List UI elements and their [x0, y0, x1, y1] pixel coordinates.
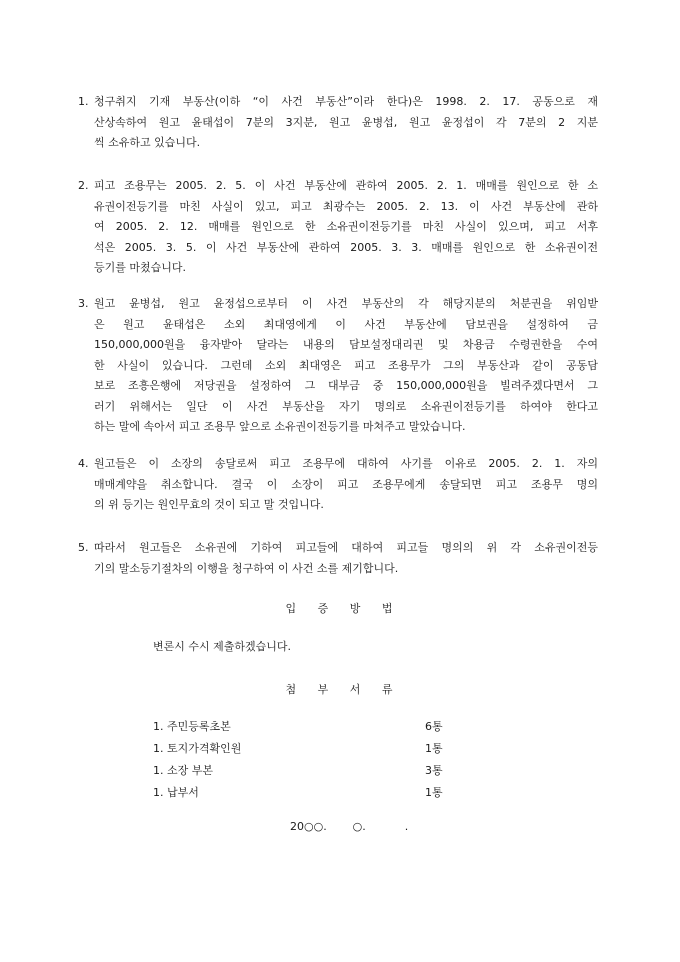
paragraph-line: 은 원고 윤태섭은 소외 최대영에게 이 사건 부동산에 담보권을 설정하여 금 — [94, 317, 598, 331]
attachment-row — [153, 760, 453, 782]
paragraph-line: 하는 말에 속아서 피고 조용무 앞으로 소유권이전등기를 마쳐주고 말았습니다. — [94, 420, 466, 433]
paragraph-3 — [78, 294, 598, 438]
attachment-count: 1통 — [425, 742, 443, 755]
evidence-text: 변론시 수시 제출하겠습니다. — [153, 640, 292, 653]
attachment-row — [153, 782, 453, 804]
paragraph-line: 따라서 원고들은 소유권에 기하여 피고들에 대하여 피고들 명의의 위 각 소유권이전등 — [94, 541, 598, 554]
attachment-row — [153, 716, 453, 738]
attachment-count: 3통 — [425, 764, 443, 777]
document-date: 20○○. ○. . — [290, 820, 409, 833]
paragraph-line: 한 사실이 있습니다. 그런데 소외 최대영은 피고 조용무가 그의 부동산과 같이 공동담 — [94, 358, 598, 372]
attachments-list — [153, 716, 453, 804]
attachment-name: 1. 소장 부본 — [153, 764, 213, 777]
attachment-count: 6통 — [425, 720, 443, 733]
paragraph-line: 석은 2005. 3. 5. 이 사건 부동산에 관하여 2005. 3. 3. 매매를 원인으로 한 소유권이전 — [94, 240, 598, 254]
paragraph-number: 3. — [78, 297, 89, 310]
paragraph-5 — [78, 538, 598, 579]
paragraph-line: 원고들은 이 소장의 송달로써 피고 조용무에 대하여 사기를 이유로 2005. 2. 1. 자의 — [94, 457, 598, 470]
paragraph-line: 기의 말소등기절차의 이행을 청구하여 이 사건 소를 제기합니다. — [94, 561, 399, 575]
attachment-count: 1통 — [425, 786, 443, 799]
paragraph-4 — [78, 454, 598, 516]
paragraph-line: 의 위 등기는 원인무효의 것이 되고 말 것입니다. — [94, 498, 324, 511]
paragraph-line: 피고 조용무는 2005. 2. 5. 이 사건 부동산에 관하여 2005. 2. 1. 매매를 원인으로 한 소 — [94, 179, 598, 192]
paragraph-line: 원고 윤병섭, 원고 윤정섭으로부터 이 사건 부동산의 각 해당지분의 처분권을 위임받 — [94, 297, 598, 310]
attachment-name: 1. 납부서 — [153, 786, 199, 799]
paragraph-number: 4. — [78, 457, 89, 470]
attachment-name: 1. 주민등록초본 — [153, 720, 231, 733]
paragraph-line: 등기를 마쳤습니다. — [94, 261, 187, 274]
paragraph-number: 1. — [78, 95, 89, 108]
paragraph-line: 유권이전등기를 마친 사실이 있고, 피고 최광수는 2005. 2. 13. 이 사건 부동산에 관하 — [94, 199, 598, 213]
paragraph-line: 여 2005. 2. 12. 매매를 원인으로 한 소유권이전등기를 마친 사실이 있으며, 피고 서후 — [94, 220, 598, 233]
attachments-heading: 첨 부 서 류 — [285, 683, 395, 696]
evidence-heading: 입 증 방 법 — [285, 602, 395, 615]
paragraph-line: 씩 소유하고 있습니다. — [94, 136, 201, 149]
paragraph-line: 러기 위해서는 일단 이 사건 부동산을 자기 명의로 소유권이전등기를 하여야 한다고 — [94, 399, 598, 413]
paragraph-1 — [78, 92, 598, 154]
paragraph-line: 청구취지 기재 부동산(이하 “이 사건 부동산”이라 한다)은 1998. 2. 17. 공동으로 재 — [94, 95, 598, 108]
paragraph-line: 매매계약을 취소합니다. 결국 이 소장이 피고 조용무에게 송달되면 피고 조용무 명의 — [94, 477, 598, 491]
attachment-row — [153, 738, 453, 760]
paragraph-line: 산상속하여 원고 윤태섭이 7분의 3지분, 원고 윤병섭, 원고 윤정섭이 각 7분의 2 지분 — [94, 115, 598, 129]
paragraph-line: 보로 조흥은행에 저당권을 설정하여 그 대부금 중 150,000,000원을 빌려주겠다면서 그 — [94, 379, 598, 392]
paragraph-line: 150,000,000원을 융자받아 달라는 내용의 담보설정대리권 및 차용금 수령권한을 수여 — [94, 338, 598, 351]
paragraph-number: 5. — [78, 541, 89, 554]
paragraph-2 — [78, 176, 598, 279]
paragraph-number: 2. — [78, 179, 89, 192]
attachment-name: 1. 토지가격확인원 — [153, 742, 242, 755]
